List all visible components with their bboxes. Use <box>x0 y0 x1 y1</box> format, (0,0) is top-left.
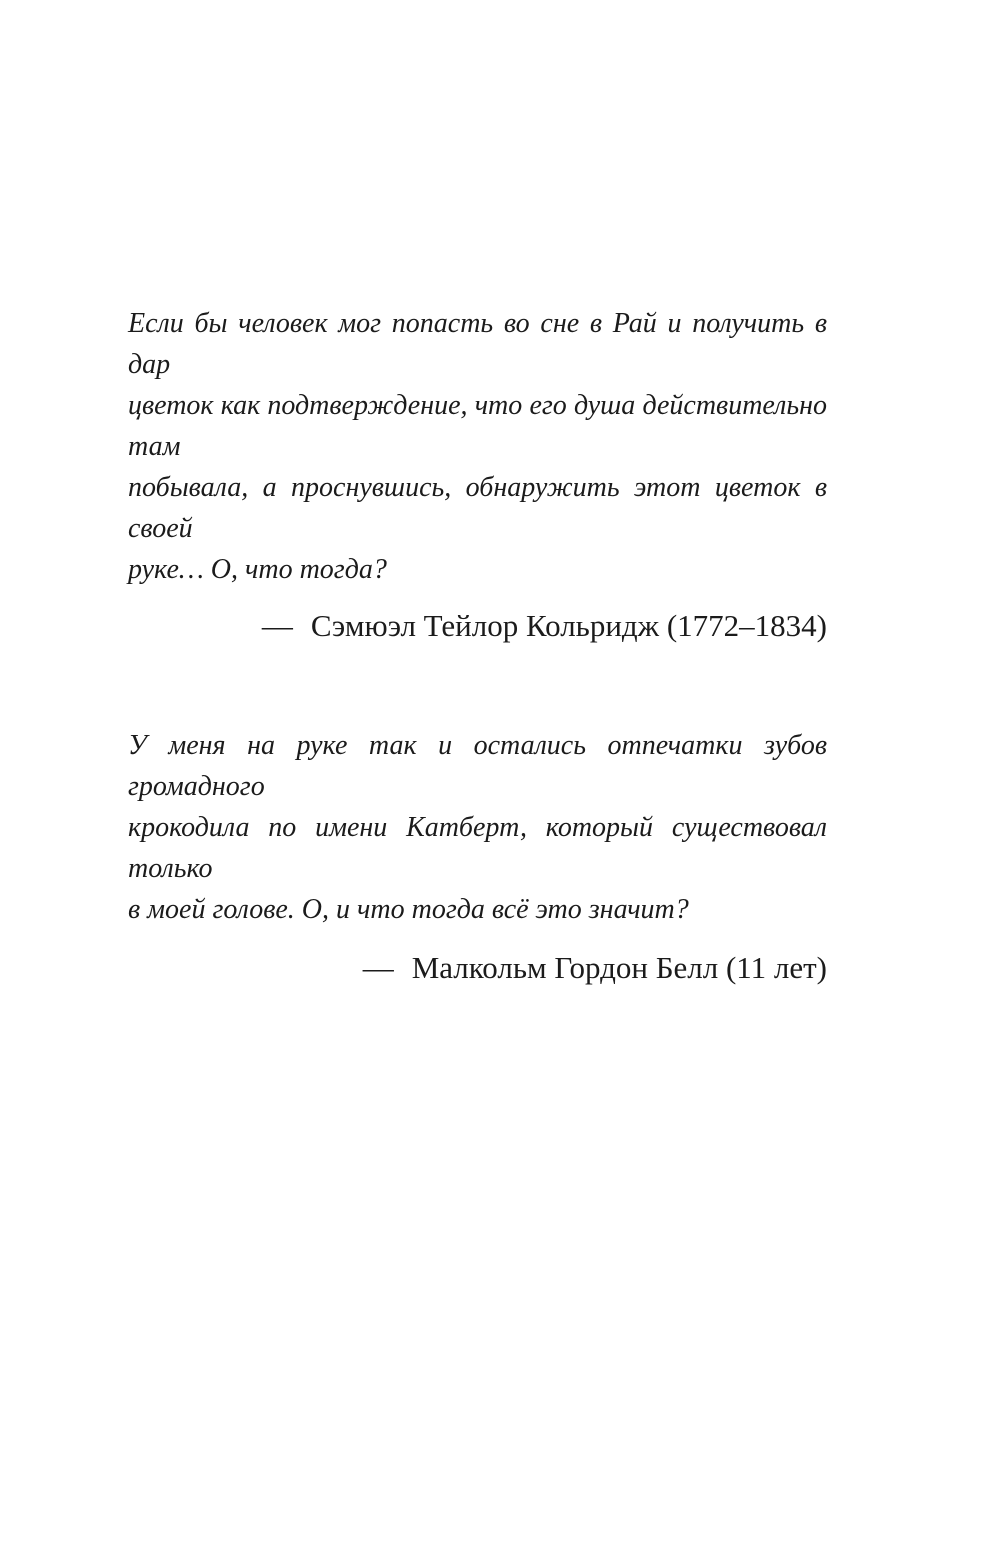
quote-line: Если бы человек мог попасть во сне в Рай и получить в дар <box>128 308 827 380</box>
epigraph-quote-coleridge <box>128 303 827 590</box>
quote-line: цветок как подтверждение, что его душа действительно там <box>128 390 827 462</box>
attribution-bell <box>128 947 827 988</box>
quote-line: У меня на руке так и остались отпечатки зубов громадного <box>128 730 827 802</box>
quote-line: руке… О, что тогда? <box>128 554 387 585</box>
epigraph-quote-bell <box>128 725 827 930</box>
quote-line: побывала, а проснувшись, обнаружить этот цветок в своей <box>128 472 827 544</box>
quote-line: в моей голове. О, и что тогда всё это значит? <box>128 894 689 925</box>
attribution-coleridge <box>128 605 827 646</box>
attribution-text: Сэмюэл Тейлор Кольридж (1772–1834) <box>310 608 827 643</box>
attribution-dash: — <box>261 608 293 643</box>
attribution-dash: — <box>362 950 394 985</box>
quote-line: крокодила по имени Катберт, который существовал только <box>128 812 827 884</box>
epigraph-section <box>128 303 827 988</box>
attribution-text: Малкольм Гордон Белл (11 лет) <box>411 950 827 985</box>
